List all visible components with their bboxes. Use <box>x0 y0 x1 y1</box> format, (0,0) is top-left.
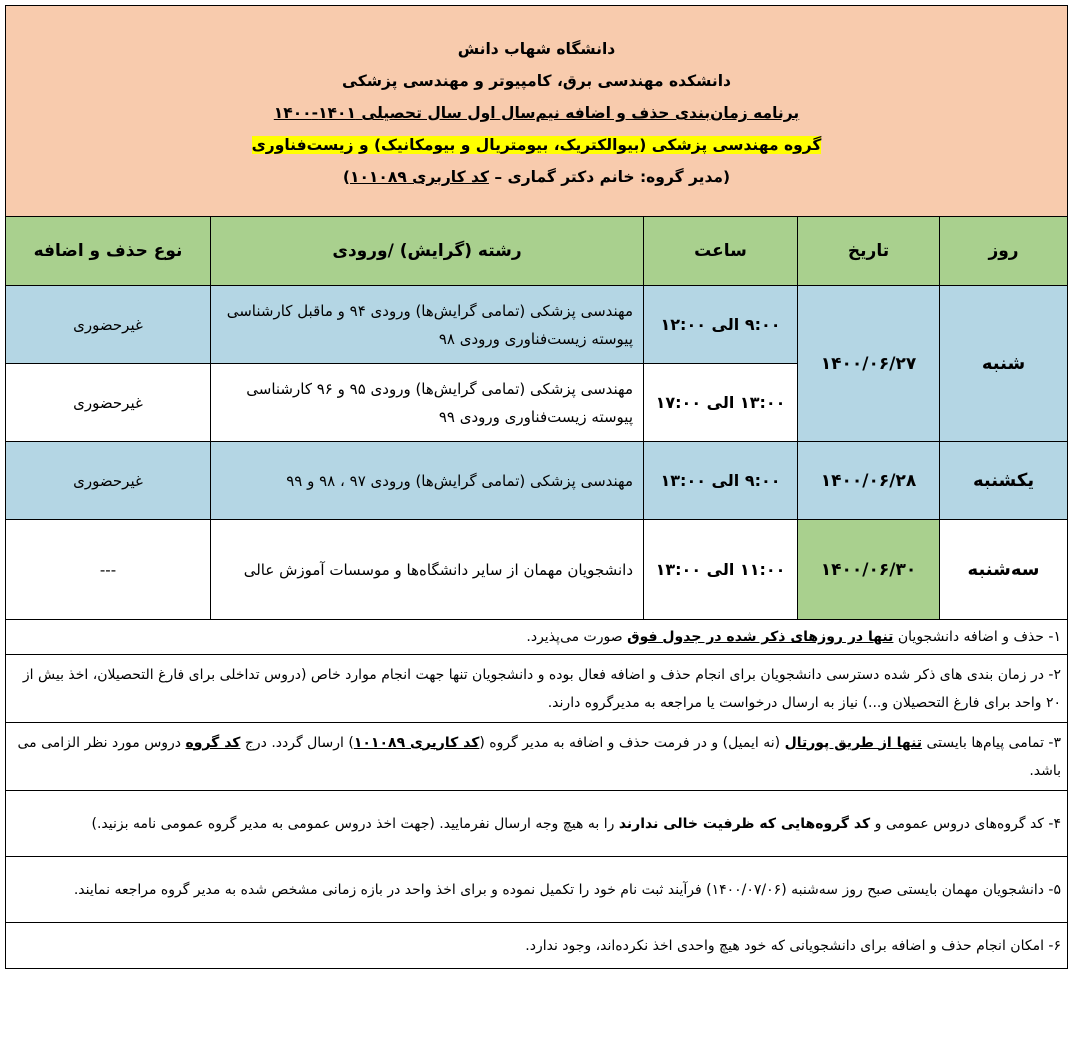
date-cell: ۱۴۰۰/۰۶/۲۸ <box>798 442 940 520</box>
field-cell: مهندسی پزشکی (تمامی گرایش‌ها) ورودی ۹۴ و ماقبل کارشناسی پیوسته زیست‌فناوری ورودی ۹۸ <box>211 286 644 364</box>
note-2: ۲- در زمان بندی های ذکر شده دسترسی دانشجویان برای انجام حذف و اضافه فعال بوده و دانشجویان تنها جهت انجام موارد خاص (دروس تداخلی برای فارغ التحصیلان، اخذ بیش از ۲۰ واحد برای فارغ التحصیلان و...) نیاز به ارسال درخواست یا مراجعه به مدیرگروه دارند. <box>6 655 1068 723</box>
university-title: دانشگاه شهاب دانش <box>457 40 616 58</box>
note-row <box>6 923 1068 969</box>
manager-line: (مدیر گروه: خانم دکتر گماری – کد کاربری ۱۰۱۰۸۹) <box>342 168 731 186</box>
note-6: ۶- امکان انجام حذف و اضافه برای دانشجویانی که خود هیچ واحدی اخذ نکرده‌اند، وجود ندارد. <box>6 923 1068 969</box>
col-field: رشته (گرایش) /ورودی <box>211 217 644 286</box>
col-time: ساعت <box>644 217 798 286</box>
table-row <box>6 442 1068 520</box>
type-cell: غیرحضوری <box>6 442 211 520</box>
note-row <box>6 655 1068 723</box>
table-row <box>6 520 1068 620</box>
note-5: ۵- دانشجویان مهمان بایستی صبح روز سه‌شنبه (۱۴۰۰/۰۷/۰۶) فرآیند ثبت نام خود را تکمیل نموده و برای اخذ واحد در بازه زمانی مشخص شده به مدیر گروه مراجعه نمایند. <box>6 857 1068 923</box>
type-cell: --- <box>6 520 211 620</box>
table-row <box>6 286 1068 364</box>
schedule-document <box>5 5 1067 969</box>
note-row <box>6 723 1068 791</box>
program-title: برنامه زمان‌بندی حذف و اضافه نیم‌سال اول سال تحصیلی ۱۴۰۱-۱۴۰۰ <box>273 104 800 122</box>
field-cell: دانشجویان مهمان از سایر دانشگاه‌ها و موسسات آموزش عالی <box>211 520 644 620</box>
note-1: ۱- حذف و اضافه دانشجویان تنها در روزهای ذکر شده در جدول فوق صورت می‌پذیرد. <box>6 620 1068 655</box>
group-title: گروه مهندسی پزشکی (بیوالکتریک، بیومتریال و بیومکانیک) و زیست‌فناوری <box>251 136 822 154</box>
day-cell: یکشنبه <box>940 442 1068 520</box>
schedule-table <box>5 5 1068 969</box>
day-cell: سه‌شنبه <box>940 520 1068 620</box>
field-cell: مهندسی پزشکی (تمامی گرایش‌ها) ورودی ۹۷ ، ۹۸ و ۹۹ <box>211 442 644 520</box>
col-day: روز <box>940 217 1068 286</box>
note-4: ۴- کد گروه‌های دروس عمومی و کد گروه‌هایی که ظرفیت خالی ندارند را به هیچ وجه ارسال نفرمایید. (جهت اخذ دروس عمومی به مدیر گروه عمومی نامه بزنید.) <box>6 791 1068 857</box>
time-cell: ۱۱:۰۰ الی ۱۳:۰۰ <box>644 520 798 620</box>
manager-code: کد کاربری ۱۰۱۰۸۹ <box>350 168 489 186</box>
header-block <box>6 6 1068 217</box>
column-header-row <box>6 217 1068 286</box>
date-cell: ۱۴۰۰/۰۶/۲۷ <box>798 286 940 442</box>
note-row <box>6 791 1068 857</box>
time-cell: ۱۳:۰۰ الی ۱۷:۰۰ <box>644 364 798 442</box>
col-type: نوع حذف و اضافه <box>6 217 211 286</box>
time-cell: ۹:۰۰ الی ۱۳:۰۰ <box>644 442 798 520</box>
date-cell: ۱۴۰۰/۰۶/۳۰ <box>798 520 940 620</box>
faculty-title: دانشکده مهندسی برق، کامپیوتر و مهندسی پزشکی <box>342 72 731 90</box>
note-row <box>6 857 1068 923</box>
type-cell: غیرحضوری <box>6 286 211 364</box>
note-3: ۳- تمامی پیام‌ها بایستی تنها از طریق پورتال (نه ایمیل) و در فرمت حذف و اضافه به مدیر گروه (کد کاربری ۱۰۱۰۸۹) ارسال گردد. درج کد گروه دروس مورد نظر الزامی می باشد. <box>6 723 1068 791</box>
day-cell: شنبه <box>940 286 1068 442</box>
field-cell: مهندسی پزشکی (تمامی گرایش‌ها) ورودی ۹۵ و ۹۶ کارشناسی پیوسته زیست‌فناوری ورودی ۹۹ <box>211 364 644 442</box>
time-cell: ۹:۰۰ الی ۱۲:۰۰ <box>644 286 798 364</box>
type-cell: غیرحضوری <box>6 364 211 442</box>
note-row <box>6 620 1068 655</box>
col-date: تاریخ <box>798 217 940 286</box>
